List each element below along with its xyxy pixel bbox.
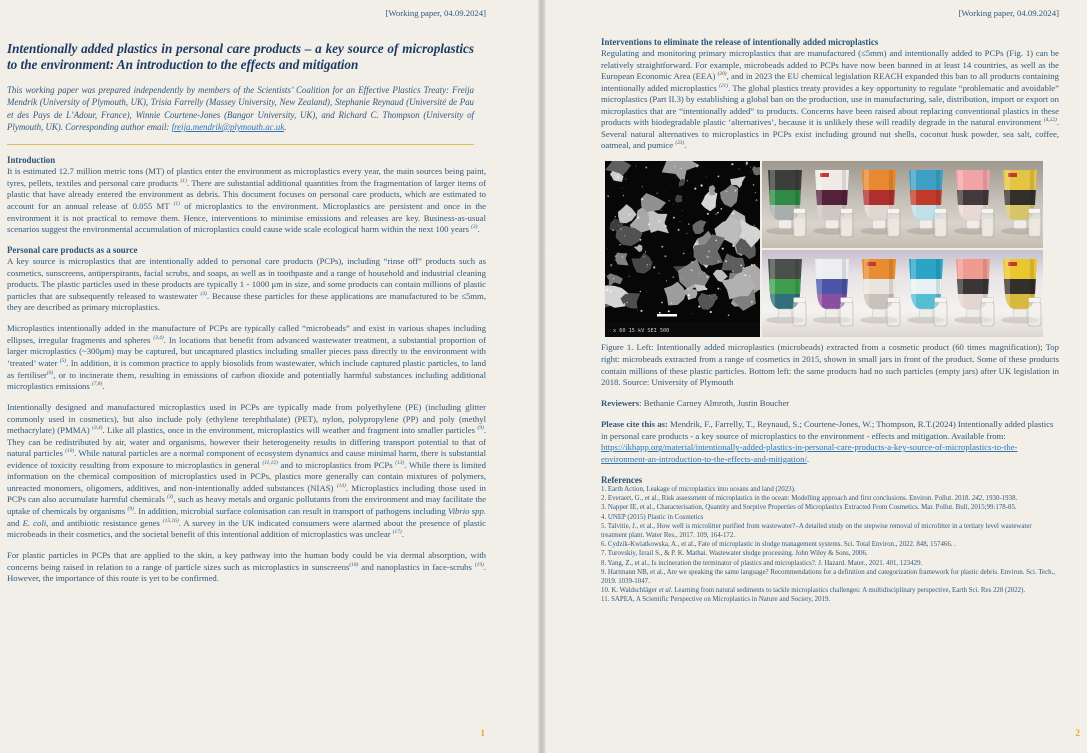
paragraph-pcp-3: Intentionally designed and manufactured microplastics used in PCPs are typically made from polyethylene (PE) (including glitter commonly used in cosmetics), but also include poly (ethylene terephthalate) (PET), nylon, polypropylene (PP) and poly (methyl methacrylate) (PMMA) $^{(3,4)}$. Like all plastics, once in the environment, microplastics will weather and fragment into smaller particles $^{(9)}$. They can be redistributed by air, water and organisms, however their heterogeneity results in differing transport potential to that of natural particles $^{(10)}$. While natural particles are a normal component of ecosystem dynamics and cause minimal harm, there is substantial evidence of toxicity resulting from exposure to microplastics in general $^{(11,12)}$ and to microplastics from PCPs $^{(13)}$. While there is limited information on the chemical composition of microplastics used in PCPs, plastics more generally can contain mixtures of polymers, unreacted monomers, oligomers, additives, and non-intentionally added substances (NIAS) $^{(14)}$. Microplastics including those used in PCPs can also accumulate harmful chemicals $^{(3)}$, such as heavy metals and organic pollutants from the environment and may facilitate the uptake of chemicals by organisms $^{(9)}$. In addition, microbial surface colonisation can result in transport of pathogens including Vibrio spp. and E. coli, and antibiotic resistance genes $^{(15,16)}$. A survey in the UK indicated consumers were alarmed about the presence of plastic microbeads in their cosmetics, and the societal benefit of this intentional addition of microplastics was unclear $^{(17)}$. bbox=[7, 402, 487, 540]
reference-item: 8. Yang, Z., et al., Is incineration the terminator of plastics and microplastics?. J. Hazard. Mater., 2021. 401, 123429. bbox=[601, 559, 923, 567]
reference-item: 10. K. Waldschläger et al. Learning from natural sediments to tackle microplastics challenges: A multidisciplinary perspective, Earth Sci. Res 228 (2022). bbox=[601, 587, 1026, 595]
section-heading-pcp-source: Personal care products as a source bbox=[7, 245, 138, 256]
working-paper-date: [Working paper, 04.09.2024] bbox=[958, 8, 1059, 18]
working-paper-date: [Working paper, 04.09.2024] bbox=[385, 8, 486, 18]
reviewers-line bbox=[601, 398, 1059, 410]
paper-title-subtitle: An introduction to the effects and mitigation bbox=[113, 56, 359, 72]
figure-1-caption: Figure 1. Left: Intentionally added microplastics (microbeads) extracted from a cosmetic product (60 times magnification); Top right: microbeads extracted from a range of cosmetics in 2015, shown in small jars in front of the product. Some of these products contain millions of these plastic particles. Bottom left: the same products had no such particles (empty jars) after UK legislation in 2018. Source: University of Plymouth bbox=[601, 342, 1059, 388]
svg-text:x 60 15 kV SEI 500: x 60 15 kV SEI 500 bbox=[613, 328, 670, 335]
paragraph-introduction: It is estimated 12.7 million metric tons (MT) of plastics enter the environment as microplastics every year, the main sources being paint, tyres, pellets, textiles and personal care products $^{(1)}$. There are substantial additional quantities from the fragmentation of larger items of plastic that have already entered the environment as debris. This document focuses on personal care products, which are estimated to account for an annual release of 0.055 MT $^{(1)}$ of microplastics to the environment. Microplastics are persistent and once in the environment it is not practical to remove them. Hence, interventions to minimise emissions and releases are key. Business-as-usual scenarios suggest the environmental accumulation of microplastics could cause wide scale ecological harm within the next 100 years $^{(2)}$. bbox=[7, 166, 486, 235]
figure-1 bbox=[605, 161, 1043, 337]
reference-item: 11. SAPEA, A Scientific Perspective on Microplastics in Nature and Society, 2019. bbox=[601, 596, 831, 604]
citation-label: Please cite this as: bbox=[601, 419, 670, 430]
page-number-2: 2 bbox=[1075, 729, 1080, 739]
reviewers-names: : Bethanie Carney Almroth, Justin Boucher bbox=[639, 398, 790, 409]
paper-title bbox=[7, 41, 474, 73]
page-number-1: 1 bbox=[480, 729, 485, 739]
reference-item: 3. Napper IE, et al., Characterisation, Quantity and Sorptive Properties of Microplastics Extracted From Cosmetics. Mar. Pollut. Bull, 2015;99:178-85. bbox=[601, 504, 1017, 512]
page-1 bbox=[0, 0, 538, 753]
paragraph-pcp-2: Microplastics intentionally added in the manufacture of PCPs are typically called “microbeads” and exist in various shapes including ellipses, irregular fragments and spheres $^{(3,4)}$. In locations that benefit from advanced wastewater treatment, a substantial proportion of larger microplastics (~300μm) may be captured, but uncaptured plastics including smaller pieces pass directly to the environment with ‘treated’ water $^{(5)}$. In addition, it is common practice to apply biosolids from wastewater, which include captured plastic particles, to land as fertiliser$^{(6)}$, or to incinerate them, resulting in emissions of carbon dioxide and potentially harmful substances including additional microplastics emissions $^{(7,8)}$. bbox=[7, 323, 486, 392]
paragraph-pcp-1: A key source is microplastics that are intentionally added to personal care products (PCPs), including “rinse off” products such as cosmetics, sunscreens, antiperspirants, facial scrubs, and soaps, as well as in toothpaste and a range of household and industrial cleaning products. The plastic particles used in these products are typically 1 - 1000 μm in size, and some products can contain millions of plastic particles that are subsequently released to wastewater $^{(3)}$. Because these particles for these applications are manufactured to be ≤5mm, they are described as primary microplastics. bbox=[7, 256, 486, 313]
authors-text-end: . bbox=[284, 121, 287, 132]
figure-1-photos bbox=[762, 161, 1043, 337]
reference-item: 5. Talvitie, J., et al., How well is microlitter purified from wastewater?–A detailed study on the stepwise removal of microlitter in a tertiary level wastewater treatment plant. Water Res., 2017. 109, 164-172. bbox=[601, 523, 1032, 539]
section-heading-interventions: Interventions to eliminate the release of intentionally added microplastics bbox=[601, 37, 879, 47]
citation-paragraph bbox=[601, 419, 1059, 465]
page-2 bbox=[546, 0, 1087, 753]
references-list bbox=[601, 486, 1059, 605]
reference-item: 7. Turovskiy, Izrail S., & P. K. Mathai. Wastewater sludge processing. John Wiley & Sons, 2006. bbox=[601, 550, 868, 558]
authors-text: This working paper was prepared independently by members of the Scientists’ Coalition for an Effective Plastics Treaty: Freija Mendrik (University of Plymouth, UK), Trisia Farrelly (Massey University, New Zealand), Stephanie Reynaud (Université de Pau et des Pays de L’Adour, France), Winnie Courtene-Jones (Bangor University, UK), and Richard C. Thompson (University of Plymouth, UK). Corresponding author email: bbox=[7, 84, 474, 132]
author-email-link[interactable]: freija.mendrik@plymouth.ac.uk bbox=[171, 121, 285, 132]
section-heading-references: References bbox=[601, 474, 643, 485]
reference-item: 6. Cydzik-Kwiatkowska, A., et al., Fate of microplastic in sludge management systems. Sci. Total Environ., 2022. 848, 157466. . bbox=[601, 541, 956, 549]
section-heading-introduction: Introduction bbox=[7, 155, 56, 166]
page-spine-divider bbox=[538, 0, 546, 753]
reference-item: 1. Earth Action, Leakage of microplastics into oceans and land (2023). bbox=[601, 485, 796, 493]
citation-link[interactable]: https://ikhapp.org/material/intentionally-added-plastics-in-personal-care-products-a-key-source-of-microplastics-to-the-environment-an-introduction-to-the-effects-and-mitigation/ bbox=[601, 442, 1018, 464]
authors-paragraph bbox=[7, 84, 474, 134]
citation-text: Mendrik, F., Farrelly, T., Reynaud, S.; Courtene-Jones, W.; Thompson, R.T.(2024) Intentionally added plastics in personal care products - a key source of microplastics to the environment - effects and mitigation. Available from: bbox=[601, 419, 1054, 441]
paper-title-main: Intentionally added plastics in personal care products – a key source of microplastics to the environment: bbox=[7, 41, 474, 72]
citation-text-end: . bbox=[806, 453, 810, 464]
paragraph-interventions: Regulating and monitoring primary microplastics that are manufactured (≤5mm) and intentionally added to PCPs (Fig. 1) can be relatively straightforward. For example, microbeads added to PCPs have now been banned in at least 14 countries, as well as the European Economic Area (EEA) $^{(20)}$, and in 2023 the EU chemical legislation REACH expanded this ban to all products containing intentionally added microplastics $^{(21)}$. The global plastics treaty provides a key opportunity to regulate “problematic and avoidable” microplastics (Part II.3) by establishing a global ban on the production, use in manufacturing, sale, distribution, import or export on microplastics that are “intentionally added” to products. Concerns have been raised about replacing conventional plastics in these products with biodegradable plastic ‘alternatives’, because it is unlikely these will readily degrade in the natural environment $^{(4,22)}$. Several natural alternatives to microplastics in PCPs exist including ground nut shells, coconut husk powder, sea salt, coffee, oatmeal, and pumice $^{(23)}$. bbox=[601, 48, 1059, 151]
reference-item: 4. UNEP (2015) Plastic in Cosmetics bbox=[601, 513, 704, 521]
reference-item: 9. Hartmann NB, et al., Are we speaking the same language? Recommendations for a definition and categorization framework for plastic debris. Environ. Sci. Tech., 2019. 1039-1047. bbox=[601, 569, 1056, 585]
products-photo-2018 bbox=[762, 250, 1043, 337]
paragraph-pcp-4: For plastic particles in PCPs that are applied to the skin, a key pathway into the human body could be via dermal absorption, with concerns being raised in relation to a range of particle sizes such as microplastics in sunscreens$^{(18)}$ and nanoplastics in face-scrubs $^{(19)}$. However, the importance of this route is yet to be confirmed. bbox=[7, 550, 486, 584]
sem-microbeads-image bbox=[605, 161, 760, 337]
reference-item: 2. Everaert, G., et al., Risk assessment of microplastics in the ocean: Modelling approach and first conclusions. Environ. Pollut. 2018. 242, 1930-1938. bbox=[601, 495, 1018, 503]
gold-divider bbox=[7, 144, 474, 145]
products-photo-2015 bbox=[762, 161, 1043, 248]
reviewers-label: Reviewers bbox=[601, 398, 640, 409]
